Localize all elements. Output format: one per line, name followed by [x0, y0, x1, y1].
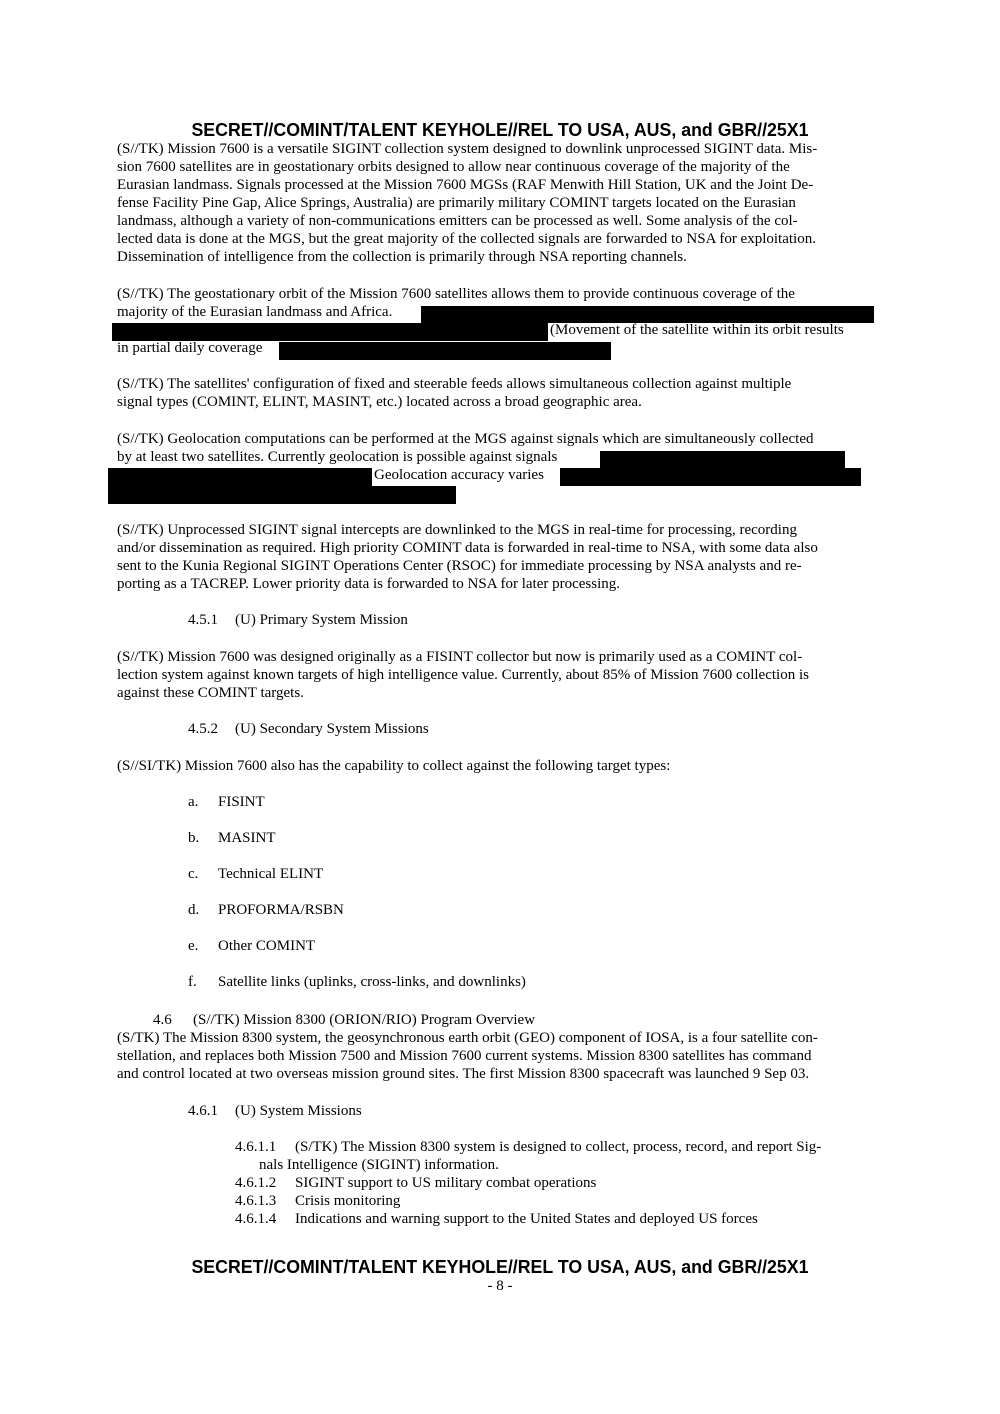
list-letter: e.: [188, 938, 199, 954]
text-line: Dissemination of intelligence from the collection is primarily through NSA reporting channels.: [117, 249, 687, 265]
redaction-block: [108, 468, 372, 486]
text-line: (S//TK) Geolocation computations can be performed at the MGS against signals which are simultaneously collected: [117, 431, 814, 447]
text-line: majority of the Eurasian landmass and Africa.: [117, 304, 393, 320]
redaction-block: [600, 451, 845, 468]
item-text: (S/TK) The Mission 8300 system is designed to collect, process, record, and report Sig-: [295, 1139, 822, 1155]
text-line: porting as a TACREP. Lower priority data is forwarded to NSA for later processing.: [117, 576, 621, 592]
list-text: FISINT: [218, 794, 265, 810]
text-line: fense Facility Pine Gap, Alice Springs, Australia) are primarily military COMINT targets located on the Eurasian: [117, 195, 796, 211]
text-line: stellation, and replaces both Mission 7500 and Mission 7600 current systems. Mission 8300 satellites has command: [117, 1048, 812, 1064]
list-letter: a.: [188, 794, 199, 810]
text-line: lected data is done at the MGS, but the great majority of the collected signals are forwarded to NSA for exploitation.: [117, 231, 816, 247]
section-heading-4-5-1: [188, 612, 408, 629]
list-letter: f.: [188, 974, 197, 990]
classification-banner-top: SECRET//COMINT/TALENT KEYHOLE//REL TO USA, AUS, and GBR//25X1: [191, 119, 809, 140]
list-item: [188, 938, 315, 955]
list-item: [188, 830, 276, 847]
list-text: Satellite links (uplinks, cross-links, and downlinks): [218, 974, 526, 990]
list-item: [188, 974, 526, 991]
text-line: Eurasian landmass. Signals processed at the Mission 7600 MGSs (RAF Menwith Hill Station, UK and the Joint De-: [117, 177, 814, 193]
text-line: (S//TK) Unprocessed SIGINT signal intercepts are downlinked to the MGS in real-time for processing, recording: [117, 522, 797, 538]
classification-banner-bottom: SECRET//COMINT/TALENT KEYHOLE//REL TO USA, AUS, and GBR//25X1: [191, 1256, 809, 1277]
text-line: (S/TK) The Mission 8300 system, the geosynchronous earth orbit (GEO) component of IOSA, is a four satellite con-: [117, 1030, 818, 1046]
item-number: 4.6.1.3: [235, 1193, 277, 1209]
section-heading-4-6: [153, 1012, 535, 1029]
text-line: signal types (COMINT, ELINT, MASINT, etc.) located across a broad geographic area.: [117, 394, 642, 410]
text-line: by at least two satellites. Currently geolocation is possible against signals: [117, 449, 558, 465]
redaction-block: [108, 486, 456, 504]
section-heading-4-6-1: [188, 1103, 362, 1120]
redaction-block: [560, 468, 861, 486]
list-item: [235, 1175, 596, 1192]
list-text: MASINT: [218, 830, 276, 846]
list-text: Technical ELINT: [218, 866, 324, 882]
text-line: (S//TK) Mission 7600 is a versatile SIGINT collection system designed to downlink unprocessed SIGINT data. Mis-: [117, 141, 818, 157]
section-title: (U) Primary System Mission: [235, 612, 408, 628]
section-heading-4-5-2: [188, 721, 429, 738]
section-number: 4.5.2: [188, 721, 218, 737]
text-line: against these COMINT targets.: [117, 685, 304, 701]
section-title: (U) Secondary System Missions: [235, 721, 429, 737]
text-line: (S//TK) The satellites' configuration of fixed and steerable feeds allows simultaneous collection against multiple: [117, 376, 792, 392]
text-line: and/or dissemination as required. High priority COMINT data is forwarded in real-time to NSA, with some data also: [117, 540, 818, 556]
section-number: 4.6.1: [188, 1103, 218, 1119]
list-item: [235, 1193, 400, 1210]
list-item-continuation: nals Intelligence (SIGINT) information.: [259, 1157, 499, 1173]
item-text: Crisis monitoring: [295, 1193, 401, 1209]
list-item: [188, 794, 265, 811]
item-text: SIGINT support to US military combat operations: [295, 1175, 597, 1191]
text-line: sent to the Kunia Regional SIGINT Operations Center (RSOC) for immediate processing by NSA analysts and re-: [117, 558, 802, 574]
text-line: sion 7600 satellites are in geostationary orbits designed to allow near continuous coverage of the majority of the: [117, 159, 790, 175]
text-line: and control located at two overseas mission ground sites. The first Mission 8300 spacecraft was launched 9 Sep 03.: [117, 1066, 810, 1082]
page-number: - 8 -: [487, 1278, 513, 1294]
list-letter: c.: [188, 866, 199, 882]
list-text: PROFORMA/RSBN: [218, 902, 344, 918]
item-number: 4.6.1.4: [235, 1211, 277, 1227]
text-line: Geolocation accuracy varies: [374, 467, 544, 483]
section-title: (S//TK) Mission 8300 (ORION/RIO) Program Overview: [193, 1012, 536, 1028]
section-number: 4.5.1: [188, 612, 218, 628]
redaction-block: [112, 323, 548, 341]
text-line: landmass, although a variety of non-communications emitters can be processed as well. Some analysis of the col-: [117, 213, 798, 229]
paragraph-target-types-intro: (S//SI/TK) Mission 7600 also has the capability to collect against the following target types:: [117, 758, 671, 774]
text-line: lection system against known targets of high intelligence value. Currently, about 85% of Mission 7600 collection is: [117, 667, 809, 683]
list-item: [235, 1139, 821, 1156]
list-item: [235, 1211, 758, 1228]
redaction-block: [421, 306, 874, 323]
list-letter: d.: [188, 902, 200, 918]
section-title: (U) System Missions: [235, 1103, 362, 1119]
list-text: Other COMINT: [218, 938, 316, 954]
redaction-block: [279, 342, 611, 360]
item-text: Indications and warning support to the United States and deployed US forces: [295, 1211, 758, 1227]
text-line: (Movement of the satellite within its orbit results: [550, 322, 844, 338]
list-item: [188, 866, 323, 883]
text-line: in partial daily coverage: [117, 340, 263, 356]
text-line: (S//TK) The geostationary orbit of the Mission 7600 satellites allows them to provide continuous coverage of the: [117, 286, 795, 302]
item-number: 4.6.1.2: [235, 1175, 277, 1191]
list-item: [188, 902, 344, 919]
list-letter: b.: [188, 830, 200, 846]
section-number: 4.6: [153, 1012, 172, 1028]
text-line: (S//TK) Mission 7600 was designed originally as a FISINT collector but now is primarily used as a COMINT col-: [117, 649, 803, 665]
item-number: 4.6.1.1: [235, 1139, 277, 1155]
